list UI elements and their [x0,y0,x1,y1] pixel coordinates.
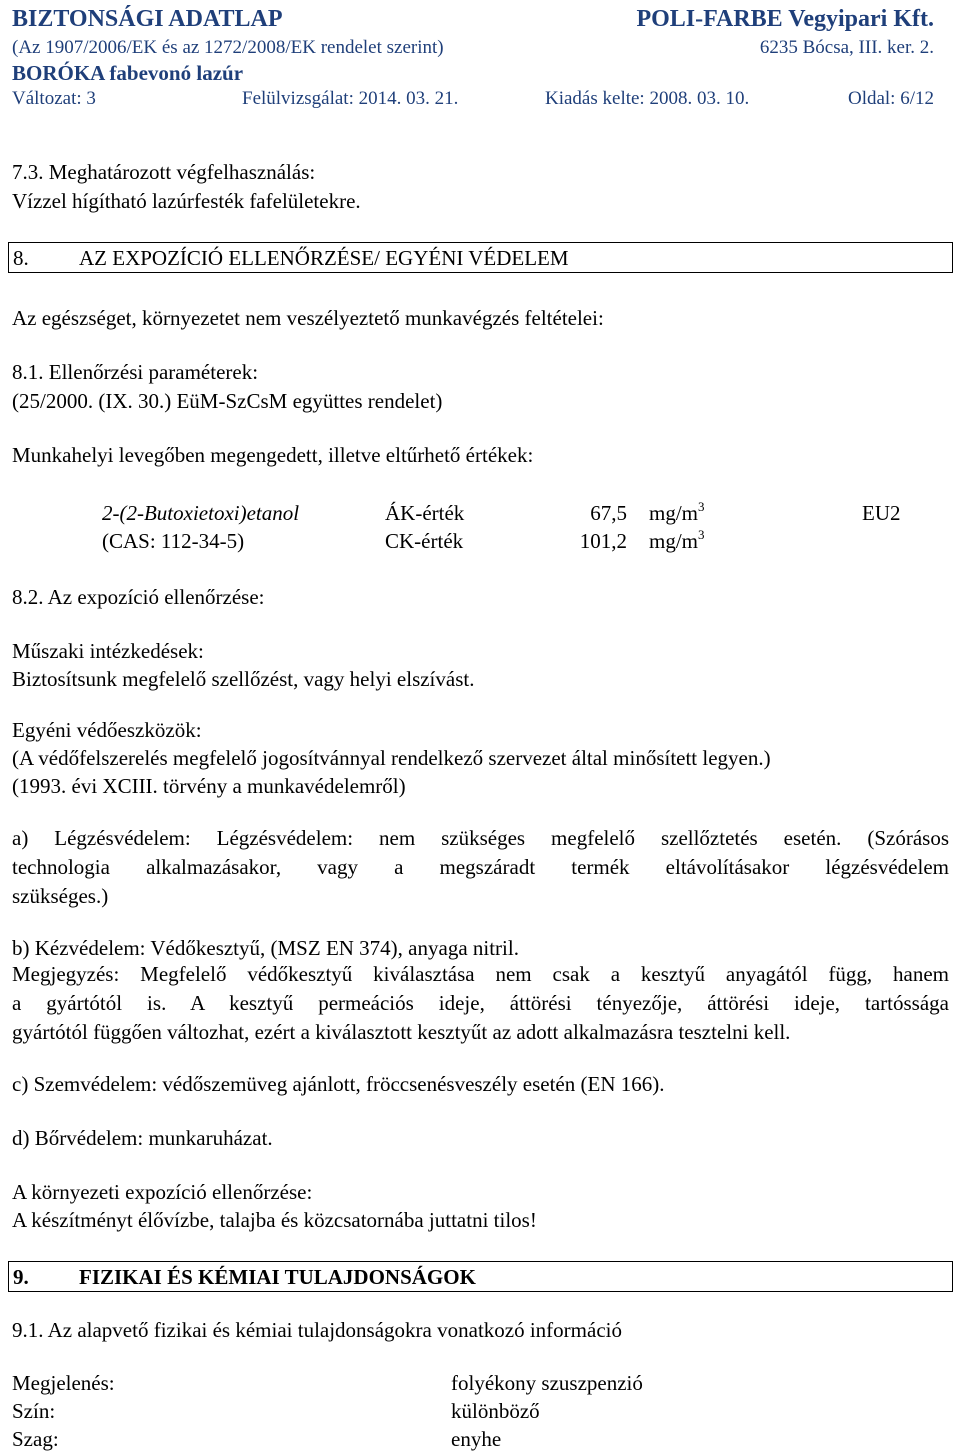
substance-name: 2-(2-Butoxietoxi)etanol [102,501,300,525]
limit-value: 67,5 [590,501,627,525]
ppe-heading: Egyéni védőeszközök: [12,718,202,742]
eye-protection: c) Szemvédelem: védőszemüveg ajánlott, fröccsenésveszély esetén (EN 166). [12,1072,665,1096]
issue-date: Kiadás kelte: 2008. 03. 10. [545,88,750,109]
property-label: Szín: [12,1399,56,1423]
limit-value: 101,2 [579,529,627,553]
glove-note: Megjegyzés: Megfelelő védőkesztyű kiválasztása nem csak a kesztyű anyagától függ, hanem a gyártótól is. A kesztyű permeációs ideje, áttörési tényezője, áttörési ideje, tartóssága gyártótól függően változhat, ezért a kiválasztott kesztyűt az adott alkalmazásra tesztelni kell. [12,962,949,1044]
section-8-title: AZ EXPOZÍCIÓ ELLENŐRZÉSE/ EGYÉNI VÉDELEM [79,246,569,270]
section-8-number: 8. [13,246,29,270]
section-8-1-heading: 8.1. Ellenőrzési paraméterek: [12,360,259,384]
section-8-header [8,242,953,273]
limit-type: CK-érték [385,529,464,553]
environmental-text: A készítményt élővízbe, talajba és közcsatornába juttatni tilos! [12,1208,537,1232]
section-8-1-regulation: (25/2000. (IX. 30.) EüM-SzCsM együttes rendelet) [12,389,443,413]
section-8-2-heading: 8.2. Az expozíció ellenőrzése: [12,585,265,609]
limit-unit: $mg/m^3$ [649,499,705,525]
section-9-header [8,1261,953,1292]
ppe-line-1: (A védőfelszerelés megfelelő jogosítvánnyal rendelkező szervezet által minősített legyen.) [12,746,771,770]
company-name: POLI-FARBE Vegyipari Kft. [636,6,934,32]
hand-protection: b) Kézvédelem: Védőkesztyű, (MSZ EN 374), anyaga nitril. [12,936,519,960]
limits-intro: Munkahelyi levegőben megengedett, illetve eltűrhető értékek: [12,443,534,467]
environmental-heading: A környezeti expozíció ellenőrzése: [12,1180,313,1204]
document-title: BIZTONSÁGI ADATLAP [12,6,283,32]
page-number: Oldal: 6/12 [847,88,934,109]
technical-measures-text: Biztosítsunk megfelelő szellőzést, vagy helyi elszívást. [12,667,475,691]
section-9-number: 9. [13,1265,29,1289]
property-value: különböző [451,1399,540,1423]
section-7-3-heading: 7.3. Meghatározott végfelhasználás: [12,160,316,184]
property-value: enyhe [451,1427,502,1451]
limit-type: ÁK-érték [385,501,465,525]
property-value: folyékony szuszpenzió [451,1371,643,1395]
section-9-title: FIZIKAI ÉS KÉMIAI TULAJDONSÁGOK [79,1265,476,1289]
skin-protection: d) Bőrvédelem: munkaruházat. [12,1126,273,1150]
limit-unit: $mg/m^3$ [649,527,705,553]
section-7-3-text: Vízzel hígítható lazúrfesték fafelületekre. [12,189,361,213]
product-name: BORÓKA fabevonó lazúr [12,61,244,85]
version-label: Változat: 3 [12,88,96,109]
respiratory-protection: a) Légzésvédelem: Légzésvédelem: nem szükséges megfelelő szellőztetés esetén. (Szórásos technologia alkalmazásakor, vagy a megszáradt termék eltávolításakor légzésvédelem szükséges.) [12,826,949,908]
technical-measures-heading: Műszaki intézkedések: [12,639,204,663]
section-9-1-heading: 9.1. Az alapvető fizikai és kémiai tulajdonságokra vonatkozó információ [12,1318,622,1342]
section-8-intro: Az egészséget, környezetet nem veszélyeztető munkavégzés feltételei: [12,306,604,330]
revision-date: Felülvizsgálat: 2014. 03. 21. [242,88,459,109]
property-label: Szag: [12,1427,59,1451]
company-address: 6235 Bócsa, III. ker. 2. [759,37,934,58]
substance-cas: (CAS: 112-34-5) [102,529,245,553]
property-label: Megjelenés: [12,1371,115,1395]
ppe-line-2: (1993. évi XCIII. törvény a munkavédelemről) [12,774,406,798]
limit-note: EU2 [862,501,901,525]
regulation-reference: (Az 1907/2006/EK és az 1272/2008/EK rendelet szerint) [12,37,444,58]
